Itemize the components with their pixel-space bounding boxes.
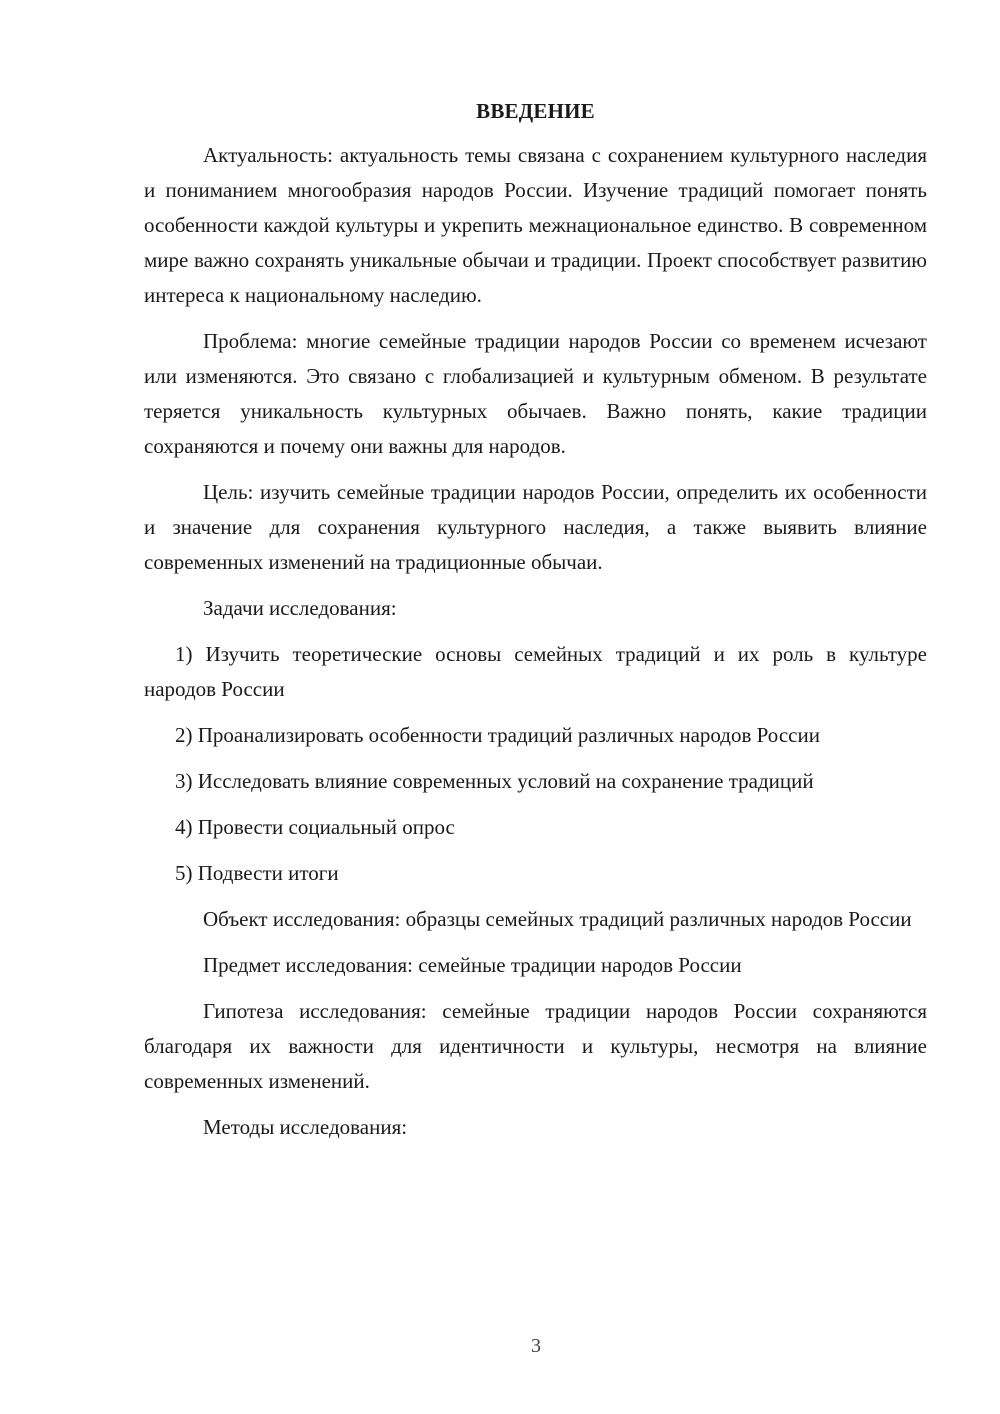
task-item-1: 1) Изучить теоретические основы семейных традиций и их роль в культуре народов России	[144, 642, 927, 701]
task-item-4: 4) Провести социальный опрос	[175, 815, 455, 839]
subject-paragraph: Предмет исследования: семейные традиции народов России	[203, 953, 742, 977]
task-item-3: 3) Исследовать влияние современных условий на сохранение традиций	[175, 769, 814, 793]
problem-paragraph: Проблема: многие семейные традиции народов России со временем исчезают или изменяются. Это связано с глобализацией и культурным обменом. В результате теряется уникальность культурных обычаев. Важно понять, какие традиции сохраняются и почему они важны для народов.	[144, 329, 927, 458]
hypothesis-paragraph: Гипотеза исследования: семейные традиции народов России сохраняются благодаря их важности для идентичности и культуры, несмотря на влияние современных изменений.	[144, 999, 927, 1093]
page-number: 3	[531, 1335, 541, 1357]
task-item-2: 2) Проанализировать особенности традиций различных народов России	[175, 723, 820, 747]
object-paragraph: Объект исследования: образцы семейных традиций различных народов России	[203, 907, 912, 931]
tasks-heading: Задачи исследования:	[203, 596, 397, 620]
goal-paragraph: Цель: изучить семейные традиции народов России, определить их особенности и значение для сохранения культурного наследия, а также выявить влияние современных изменений на традиционные обычаи.	[144, 480, 927, 574]
relevance-paragraph: Актуальность: актуальность темы связана с сохранением культурного наследия и пониманием многообразия народов России. Изучение традиций помогает понять особенности каждой культуры и укрепить межнациональное единство. В современном мире важно сохранять уникальные обычаи и традиции. Проект способствует развитию интереса к национальному наследию.	[144, 143, 927, 307]
section-title: ВВЕДЕНИЕ	[476, 99, 595, 123]
methods-heading: Методы исследования:	[203, 1115, 408, 1139]
task-item-5: 5) Подвести итоги	[175, 861, 339, 885]
page-content	[144, 96, 927, 1145]
